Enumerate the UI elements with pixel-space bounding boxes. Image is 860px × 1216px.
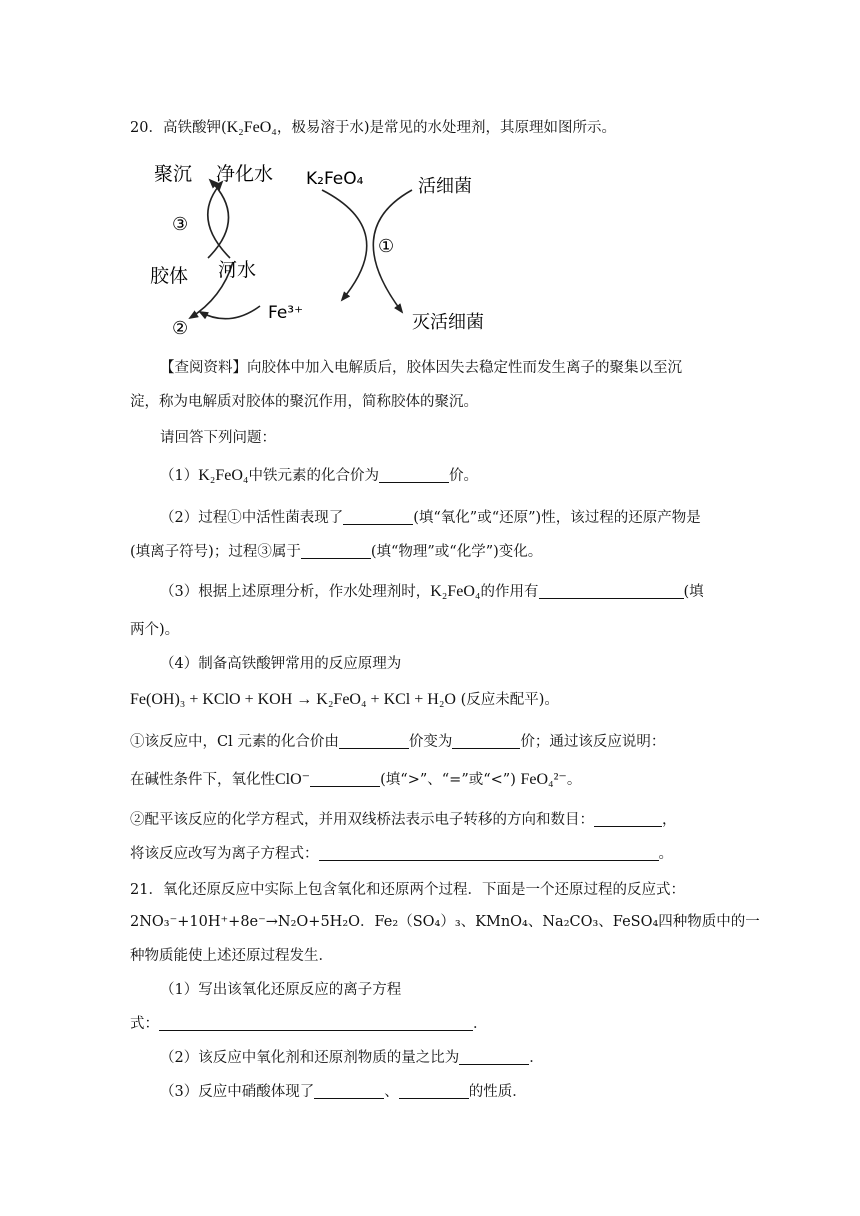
q21-part1-line1: （1）写出该氧化还原反应的离子方程 (160, 982, 402, 998)
answer-blank[interactable] (314, 1082, 384, 1099)
info-line-2: 淀，称为电解质对胶体的聚沉作用，简称胶体的聚沉。 (130, 394, 478, 410)
label-river-water: 河水 (218, 259, 257, 281)
answer-blank[interactable] (319, 844, 659, 861)
answer-blank[interactable] (594, 810, 662, 827)
answer-blank[interactable] (339, 732, 409, 749)
arc-colloid-to-clean-water (208, 182, 230, 258)
label-process-2: ② (172, 318, 189, 339)
label-coagulation: 聚沉 (154, 163, 193, 185)
reaction-equation: Fe(OH)₃ + KClO + KOH → K₂FeO₄ + KCl + H₂O (130, 691, 456, 708)
q20-sub2-line1: ②配平该反应的化学方程式，并用双线桥法表示电子转移的方向和数目： ， (130, 812, 677, 828)
info-line-1: 【查阅资料】向胶体中加入电解质后，胶体因失去稳定性而发生离子的聚集以至沉 (160, 360, 682, 376)
q20-intro: 20．高铁酸钾(K₂FeO₄，极易溶于水)是常见的水处理剂，其原理如图所示。 (130, 119, 617, 136)
q21-part1-line2: 式： ． (130, 1016, 488, 1032)
q20-part3-line2: 两个)。 (130, 622, 180, 638)
arc-fe3-to-colloid (200, 306, 260, 319)
answer-blank[interactable] (452, 732, 520, 749)
q20-part2-line2: (填离子符号)；过程③属于 (填“物理”或“化学”)变化。 (130, 544, 543, 560)
q20-part3-line1: （3）根据上述原理分析，作水处理剂时，K₂FeO₄的作用有 (填 (160, 583, 704, 600)
label-process-3: ③ (172, 214, 189, 235)
label-clean-water: 净化水 (216, 163, 274, 185)
arc-water-to-coagulation (208, 180, 229, 258)
answer-blank[interactable] (539, 582, 684, 599)
q20-part1: （1）K₂FeO₄中铁元素的化合价为 价。 (160, 467, 478, 484)
label-k2feo4: K₂FeO₄ (306, 169, 364, 189)
q21-part3: （3）反应中硝酸体现了 、 的性质． (160, 1084, 527, 1100)
answer-blank[interactable] (343, 508, 413, 525)
label-colloid: 胶体 (150, 265, 189, 287)
q21-line1: 21．氧化还原反应中实际上包含氧化和还原两个过程．下面是一个还原过程的反应式： (130, 882, 685, 898)
water-treatment-diagram (130, 150, 510, 340)
answer-blank[interactable] (301, 542, 371, 559)
q20-part2-line1: （2）过程①中活性菌表现了 (填“氧化”或“还原”)性，该过程的还原产物是 (160, 510, 701, 526)
q20-part4-intro: （4）制备高铁酸钾常用的反应原理为 (160, 656, 402, 672)
q21-line2: 2NO₃⁻+10H⁺+8e⁻→N₂O+5H₂O．Fe₂（SO₄）₃、KMnO₄、Na₂CO₃、FeSO₄四种物质中的一 (130, 914, 760, 930)
k2feo4-formula: K₂FeO₄ (226, 119, 277, 136)
answer-blank[interactable] (159, 1014, 473, 1031)
q20-part4-equation: Fe(OH)₃ + KClO + KOH → K₂FeO₄ + KCl + H₂O (反应未配平)。 (130, 691, 559, 708)
q20-sub1-line1: ①该反应中，Cl 元素的化合价由 价变为 价；通过该反应说明： (130, 734, 666, 750)
label-dead-bacteria: 灭活细菌 (412, 312, 484, 333)
answer-blank[interactable] (310, 770, 380, 787)
answer-blank[interactable] (379, 466, 449, 483)
q20-sub1-line2: 在碱性条件下，氧化性ClO⁻ (填“>”、“=”或“<”) FeO₄²⁻。 (130, 771, 582, 788)
label-process-1: ① (378, 236, 395, 257)
q21-part2: （2）该反应中氧化剂和还原剂物质的量之比为 ． (160, 1050, 544, 1066)
arc-k2feo4-to-fe3 (322, 190, 367, 300)
answer-blank[interactable] (459, 1048, 529, 1065)
q21-line3: 种物质能使上述还原过程发生． (130, 948, 333, 964)
label-live-bacteria: 活细菌 (418, 176, 472, 197)
label-fe3: Fe³⁺ (268, 303, 304, 323)
ask-line: 请回答下列问题： (160, 430, 276, 446)
answer-blank[interactable] (399, 1082, 469, 1099)
q20-sub2-line2: 将该反应改写为离子方程式： 。 (130, 846, 673, 862)
